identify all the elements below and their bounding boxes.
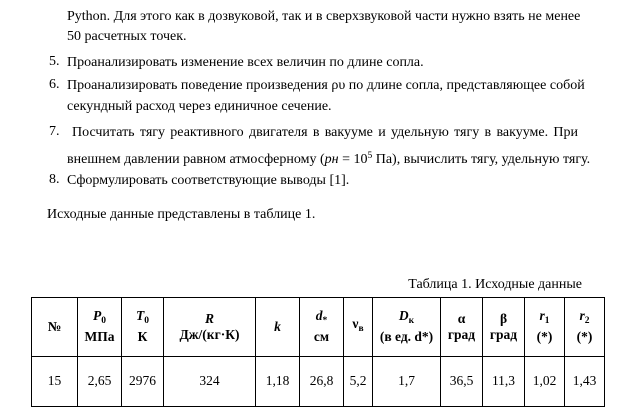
table-row	[32, 356, 605, 406]
list-item-text: Сформулировать соответствующие выводы [1].	[67, 173, 350, 188]
list-number: 5.	[49, 54, 60, 69]
table-cell: 26,8	[300, 356, 344, 406]
table-cell: 1,02	[525, 356, 565, 406]
table-cell: 2,65	[78, 356, 122, 406]
header-cell-beta: β град	[483, 298, 525, 357]
header-cell-r: R Дж/(кг·К)	[164, 298, 256, 357]
header-cell-k: k	[256, 298, 300, 357]
header-cell-t0: $T_0$ К	[122, 298, 164, 357]
table-cell: 324	[164, 356, 256, 406]
intro-text: Исходные данные представлены в таблице 1.	[47, 207, 316, 222]
exponent: 5	[367, 151, 373, 161]
header-cell-dk: $D_к$ (в ед. d*)	[373, 298, 441, 357]
table-caption: Таблица 1. Исходные данные	[408, 277, 582, 292]
text-fragment: = 10	[338, 152, 368, 167]
table-header-row	[32, 298, 605, 357]
header-cell-d-throat: $d_*$ см	[300, 298, 344, 357]
paragraph-line: Python. Для этого как в дозвуковой, так и в сверхзвуковой части нужно взять не менее	[67, 9, 581, 24]
table-cell: 2976	[122, 356, 164, 406]
list-item-text: Проанализировать поведение произведения ρυ по длине сопла, представляющее собой	[67, 78, 585, 93]
header-cell-r2: $r_2$ (*)	[565, 298, 605, 357]
table-cell: 5,2	[344, 356, 373, 406]
table-cell: 1,18	[256, 356, 300, 406]
list-item-text	[67, 147, 590, 169]
table-cell: 15	[32, 356, 78, 406]
header-cell-r1: $r_1$ (*)	[525, 298, 565, 357]
data-table	[31, 297, 605, 407]
list-item-text: секундный расход через единичное сечение.	[67, 99, 332, 114]
list-number: 6.	[49, 77, 60, 92]
list-number: 8.	[49, 172, 60, 187]
header-cell-alpha: α град	[441, 298, 483, 357]
header-cell-number: №	[32, 298, 78, 357]
text-fragment: Па), вычислить тягу, удельную тягу.	[372, 152, 591, 167]
header-cell-p0: $P_0$ МПа	[78, 298, 122, 357]
list-item-text: Проанализировать изменение всех величин по длине сопла.	[67, 55, 424, 70]
pressure-symbol: рн	[324, 152, 339, 167]
table-cell: 1,7	[373, 356, 441, 406]
text-fragment: внешнем давлении равном атмосферному (	[67, 152, 325, 167]
table-cell: 11,3	[483, 356, 525, 406]
header-cell-nu: $\nu_в$	[344, 298, 373, 357]
table-cell: 1,43	[565, 356, 605, 406]
list-item-text: Посчитать тягу реактивного двигателя в вакууме и удельную тягу в вакууме. При	[72, 125, 578, 140]
list-number: 7.	[49, 124, 60, 139]
table-cell: 36,5	[441, 356, 483, 406]
paragraph-line: 50 расчетных точек.	[67, 29, 187, 44]
